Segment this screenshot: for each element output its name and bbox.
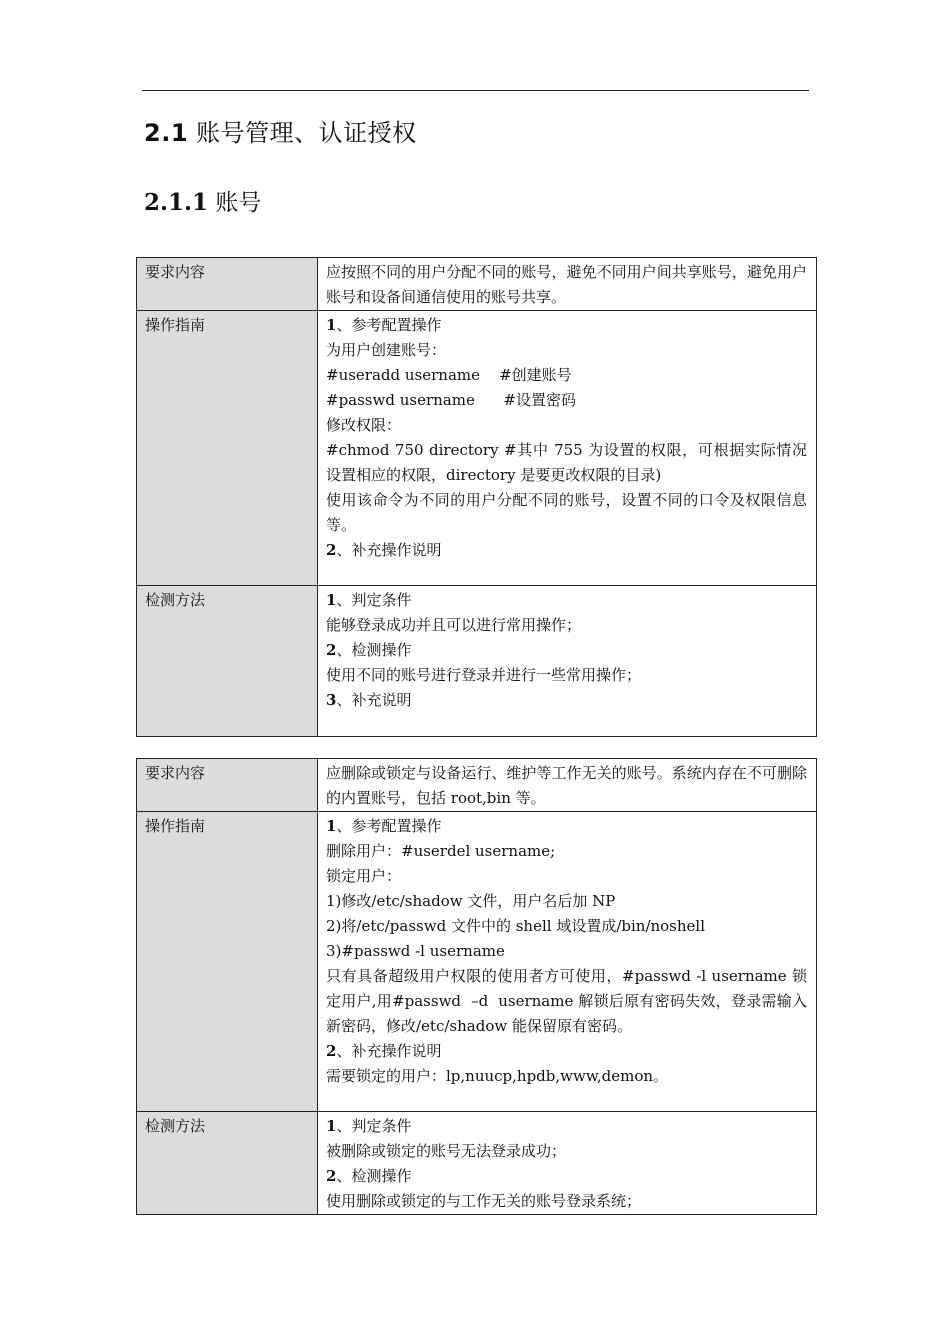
check-heading-2: 2、检测操作 (326, 641, 412, 659)
guide-line: 3)#passwd -l username (326, 942, 505, 960)
guide-line: 只有具备超级用户权限的使用者方可使用，#passwd -l username 锁定用户,用#passwd –d username 解锁后原有密码失效，登录需输入新密码，修改/etc/shadow 能保留原有密码。 (326, 967, 807, 1035)
table-row (137, 1112, 817, 1215)
guide-line: #passwd username #设置密码 (326, 391, 577, 409)
subsection-heading (144, 186, 261, 220)
guide-line: 2)将/etc/passwd 文件中的 shell 域设置成/bin/noshell (326, 917, 706, 935)
guide-line: 删除用户：#userdel username; (326, 842, 556, 860)
table-row (137, 311, 817, 586)
guide-line: 使用该命令为不同的用户分配不同的账号，设置不同的口令及权限信息等。 (326, 491, 807, 534)
guide-line: 修改权限： (326, 416, 402, 434)
table-row (137, 759, 817, 812)
requirement-text: 应按照不同的用户分配不同的账号，避免不同用户间共享账号，避免用户账号和设备间通信使用的账号共享。 (318, 258, 817, 311)
guide-content (318, 812, 817, 1112)
row-label: 检测方法 (137, 586, 318, 737)
guide-heading-2: 2、补充操作说明 (326, 541, 442, 559)
requirement-table-2 (136, 758, 817, 1215)
guide-line: #chmod 750 directory #其中 755 为设置的权限，可根据实际情况设置相应的权限，directory 是要更改权限的目录) (326, 441, 807, 484)
guide-line: #useradd username #创建账号 (326, 366, 572, 384)
requirement-text: 应删除或锁定与设备运行、维护等工作无关的账号。系统内存在不可删除的内置账号，包括 root,bin 等。 (318, 759, 817, 812)
row-label: 操作指南 (137, 812, 318, 1112)
guide-line: 锁定用户： (326, 867, 402, 885)
check-line: 能够登录成功并且可以进行常用操作； (326, 616, 582, 634)
table-row (137, 812, 817, 1112)
guide-line: 需要锁定的用户：lp,nuucp,hpdb,www,demon。 (326, 1067, 669, 1085)
requirement-table-1 (136, 257, 817, 737)
check-content (318, 586, 817, 737)
row-label: 检测方法 (137, 1112, 318, 1215)
check-heading-1: 1、判定条件 (326, 1117, 412, 1135)
check-line: 使用删除或锁定的与工作无关的账号登录系统； (326, 1192, 642, 1210)
row-label: 要求内容 (137, 759, 318, 812)
guide-line: 1)修改/etc/shadow 文件，用户名后加 NP (326, 892, 616, 910)
subsection-title: 账号 (215, 190, 262, 216)
table-row (137, 258, 817, 311)
guide-content (318, 311, 817, 586)
section-heading (144, 116, 417, 150)
guide-heading-1: 1、参考配置操作 (326, 316, 442, 334)
header-rule (142, 90, 809, 91)
check-heading-1: 1、判定条件 (326, 591, 412, 609)
section-title: 账号管理、认证授权 (196, 119, 417, 147)
check-heading-3: 3、补充说明 (326, 691, 412, 709)
row-label: 要求内容 (137, 258, 318, 311)
subsection-number: 2.1.1 (144, 189, 209, 216)
guide-heading-2: 2、补充操作说明 (326, 1042, 442, 1060)
check-content (318, 1112, 817, 1215)
section-number: 2.1 (144, 119, 189, 147)
table-row (137, 586, 817, 737)
check-line: 被删除或锁定的账号无法登录成功； (326, 1142, 567, 1160)
check-line: 使用不同的账号进行登录并进行一些常用操作； (326, 666, 642, 684)
check-heading-2: 2、检测操作 (326, 1167, 412, 1185)
guide-heading-1: 1、参考配置操作 (326, 817, 442, 835)
row-label: 操作指南 (137, 311, 318, 586)
guide-line: 为用户创建账号： (326, 341, 447, 359)
